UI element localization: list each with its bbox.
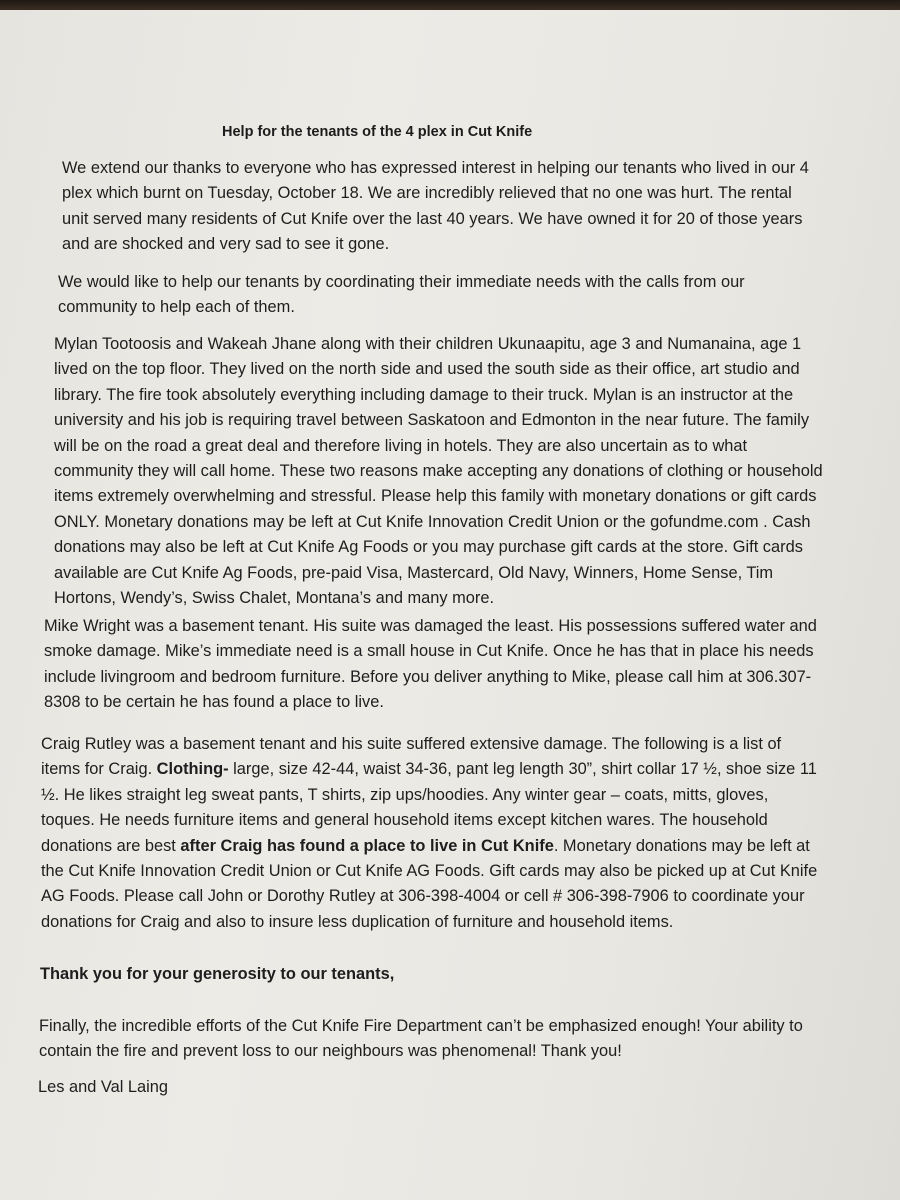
signature: Les and Val Laing: [38, 1078, 169, 1096]
craig-text-b: large, size 42-44, waist 34-36, pant leg length 30”, shirt collar 17 ½, shoe size 11 ½. He likes straight leg sweat pants, T shirts, zip ups/hoodies. Any winter gear – coats, mitts, gloves, toques. He needs furniture items and general household items except kitchen wares. The household donations are best: [41, 760, 817, 855]
craig-text-c: . Monetary donations may be left at the Cut Knife Innovation Credit Union or Cut Knife AG Foods. Gift cards may also be picked up at Cut Knife AG Foods. Please call John or Dorothy Rutley at 306-398-4004 or cell # 306-398-7906 to coordinate your donations for Craig and also to insure less duplication of furniture and household items.: [41, 836, 818, 931]
paragraph-mike-wright: Mike Wright was a basement tenant. His suite was damaged the least. His possessions suffered water and smoke damage. Mike’s immediate need is a small house in Cut Knife. Once he has that in place his needs include livingroom and bedroom furniture. Before you deliver anything to Mike, please call him at 306.307-8308 to be certain he has found a place to live.: [44, 617, 817, 712]
paragraph-craig-rutley: [41, 732, 823, 935]
paragraph-fire-department: Finally, the incredible efforts of the Cut Knife Fire Department can’t be emphasized enough! Your ability to contain the fire and prevent loss to our neighbours was phenomenal! Thank you!: [39, 1017, 803, 1061]
craig-text-a: Craig Rutley was a basement tenant and his suite suffered extensive damage. The following is a list of items for Craig.: [41, 735, 782, 779]
letter-title: Help for the tenants of the 4 plex in Cut Knife: [222, 124, 533, 140]
paragraph-tootoosis-family: Mylan Tootoosis and Wakeah Jhane along with their children Ukunaapitu, age 3 and Numanaina, age 1 lived on the top floor. They lived on the north side and used the south side as their office, art studio and library. The fire took absolutely everything including damage to their truck. Mylan is an instructor at the university and his job is requiring travel between Saskatoon and Edmonton in the near future. The family will be on the road a great deal and therefore living in hotels. They are also uncertain as to what community they will call home. These two reasons make accepting any donations of clothing or household items extremely overwhelming and stressful. Please help this family with monetary donations or gift cards ONLY. Monetary donations may be left at Cut Knife Innovation Credit Union or the gofundme.com . Cash donations may also be left at Cut Knife Ag Foods or you may purchase gift cards at the store. Gift cards available are Cut Knife Ag Foods, pre-paid Visa, Mastercard, Old Navy, Winners, Home Sense, Tim Hortons, Wendy’s, Swiss Chalet, Montana’s and many more.: [54, 335, 823, 608]
paragraph-coordination: We would like to help our tenants by coordinating their immediate needs with the calls from our community to help each of them.: [58, 273, 745, 317]
paragraph-intro: We extend our thanks to everyone who has expressed interest in helping our tenants who lived in our 4 plex which burnt on Tuesday, October 18. We are incredibly relieved that no one was hurt. The rental unit served many residents of Cut Knife over the last 40 years. We have owned it for 20 of those years and are shocked and very sad to see it gone.: [62, 159, 809, 254]
paragraph-thanks: Thank you for your generosity to our tenants,: [40, 965, 395, 983]
table-edge-background: [0, 0, 900, 10]
letter-page: [0, 10, 900, 1200]
clothing-heading: Clothing-: [156, 760, 229, 779]
after-found-place-emphasis: after Craig has found a place to live in Cut Knife: [180, 836, 554, 855]
